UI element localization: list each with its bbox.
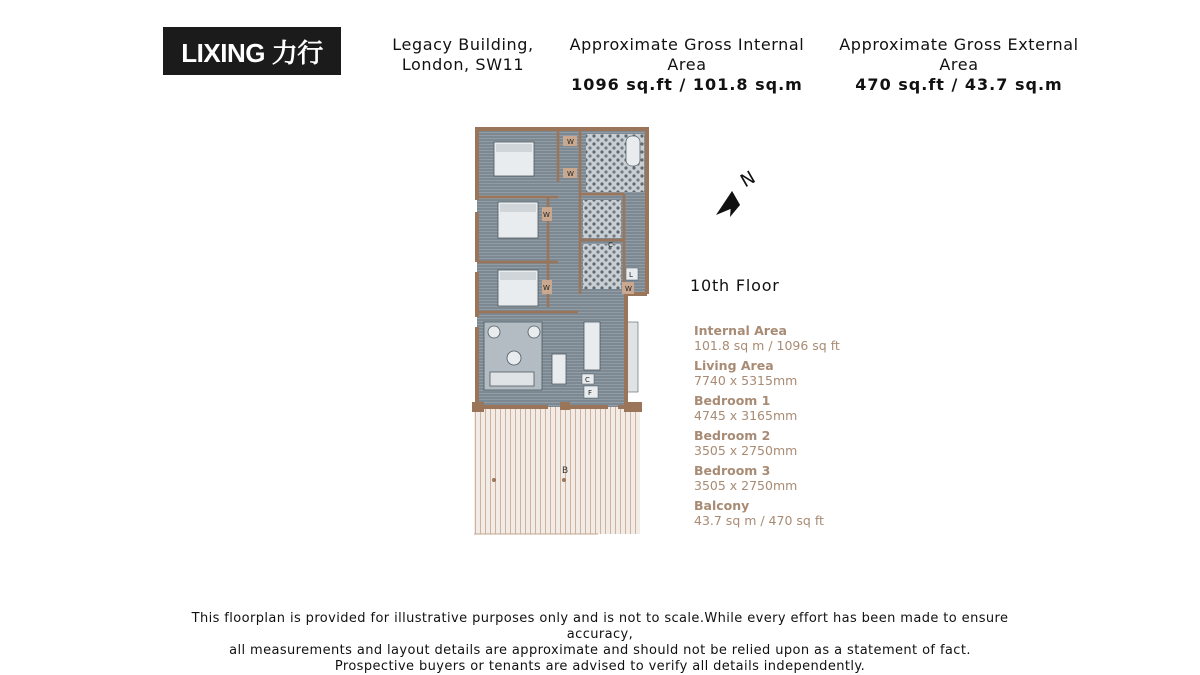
balcony-drain: [562, 478, 566, 482]
internal-area-block: [556, 35, 818, 95]
balcony-label: B: [562, 466, 569, 476]
legend-value: 4745 x 3165mm: [694, 408, 798, 423]
address-line-1: Legacy Building,: [392, 35, 534, 54]
legend-item: [694, 323, 864, 353]
wardrobe-label: W: [543, 211, 550, 219]
legend-label: Bedroom 1: [694, 393, 771, 408]
internal-area-title: Approximate Gross Internal Area: [569, 35, 805, 74]
bathroom-2: [583, 200, 621, 238]
wardrobe-label: W: [567, 170, 574, 178]
legend-item: [694, 358, 864, 388]
balcony-deck: [474, 404, 640, 534]
bathroom-3: [583, 244, 621, 289]
cupboard-label: C: [608, 241, 613, 249]
legend-value: 7740 x 5315mm: [694, 373, 798, 388]
property-address: [388, 35, 538, 75]
compass-icon: [710, 165, 770, 227]
disclaimer-line-3: Prospective buyers or tenants are advised to verify all details independently.: [334, 659, 866, 674]
balcony-drain: [492, 478, 496, 482]
disclaimer: [160, 611, 1040, 675]
external-area-block: [826, 35, 1092, 95]
wardrobe-label: W: [625, 285, 632, 293]
legend-value: 3505 x 2750mm: [694, 443, 798, 458]
floor-label: 10th Floor: [690, 276, 780, 295]
coffee-table: [507, 351, 521, 365]
legend-label: Bedroom 3: [694, 463, 771, 478]
external-area-value: 470 sq.ft / 43.7 sq.m: [855, 75, 1063, 94]
address-line-2: London, SW11: [401, 55, 525, 74]
floorplan-drawing: [468, 122, 654, 540]
legend-label: Living Area: [694, 358, 774, 373]
internal-area-value: 1096 sq.ft / 101.8 sq.m: [571, 75, 803, 94]
brand-logo: LIXING 力行: [163, 27, 341, 75]
wardrobe-label: W: [543, 284, 550, 292]
compass-north-label: N: [736, 167, 760, 193]
external-area-title: Approximate Gross External Area: [839, 35, 1079, 74]
dining-table: [552, 354, 566, 384]
legend-value: 43.7 sq m / 470 sq ft: [694, 513, 824, 528]
fridge-label: F: [588, 389, 593, 397]
cupboard-label: C: [585, 376, 590, 384]
sofa: [490, 372, 534, 386]
legend-item: [694, 428, 864, 458]
legend-value: 101.8 sq m / 1096 sq ft: [694, 338, 840, 353]
area-legend: [694, 323, 864, 533]
legend-value: 3505 x 2750mm: [694, 478, 798, 493]
wardrobe-label: W: [567, 138, 574, 146]
disclaimer-line-1: This floorplan is provided for illustrative purposes only and is not to scale.While every effort has been made to ensure accuracy,: [191, 611, 1009, 642]
legend-label: Bedroom 2: [694, 428, 771, 443]
legend-item: [694, 498, 864, 528]
legend-item: [694, 463, 864, 493]
disclaimer-line-2: all measurements and layout details are approximate and should not be relied upon as a statement of fact.: [229, 643, 971, 658]
legend-item: [694, 393, 864, 423]
legend-label: Internal Area: [694, 323, 787, 338]
linen-label: L: [629, 271, 633, 279]
kitchen-island: [584, 322, 600, 370]
legend-label: Balcony: [694, 498, 750, 513]
